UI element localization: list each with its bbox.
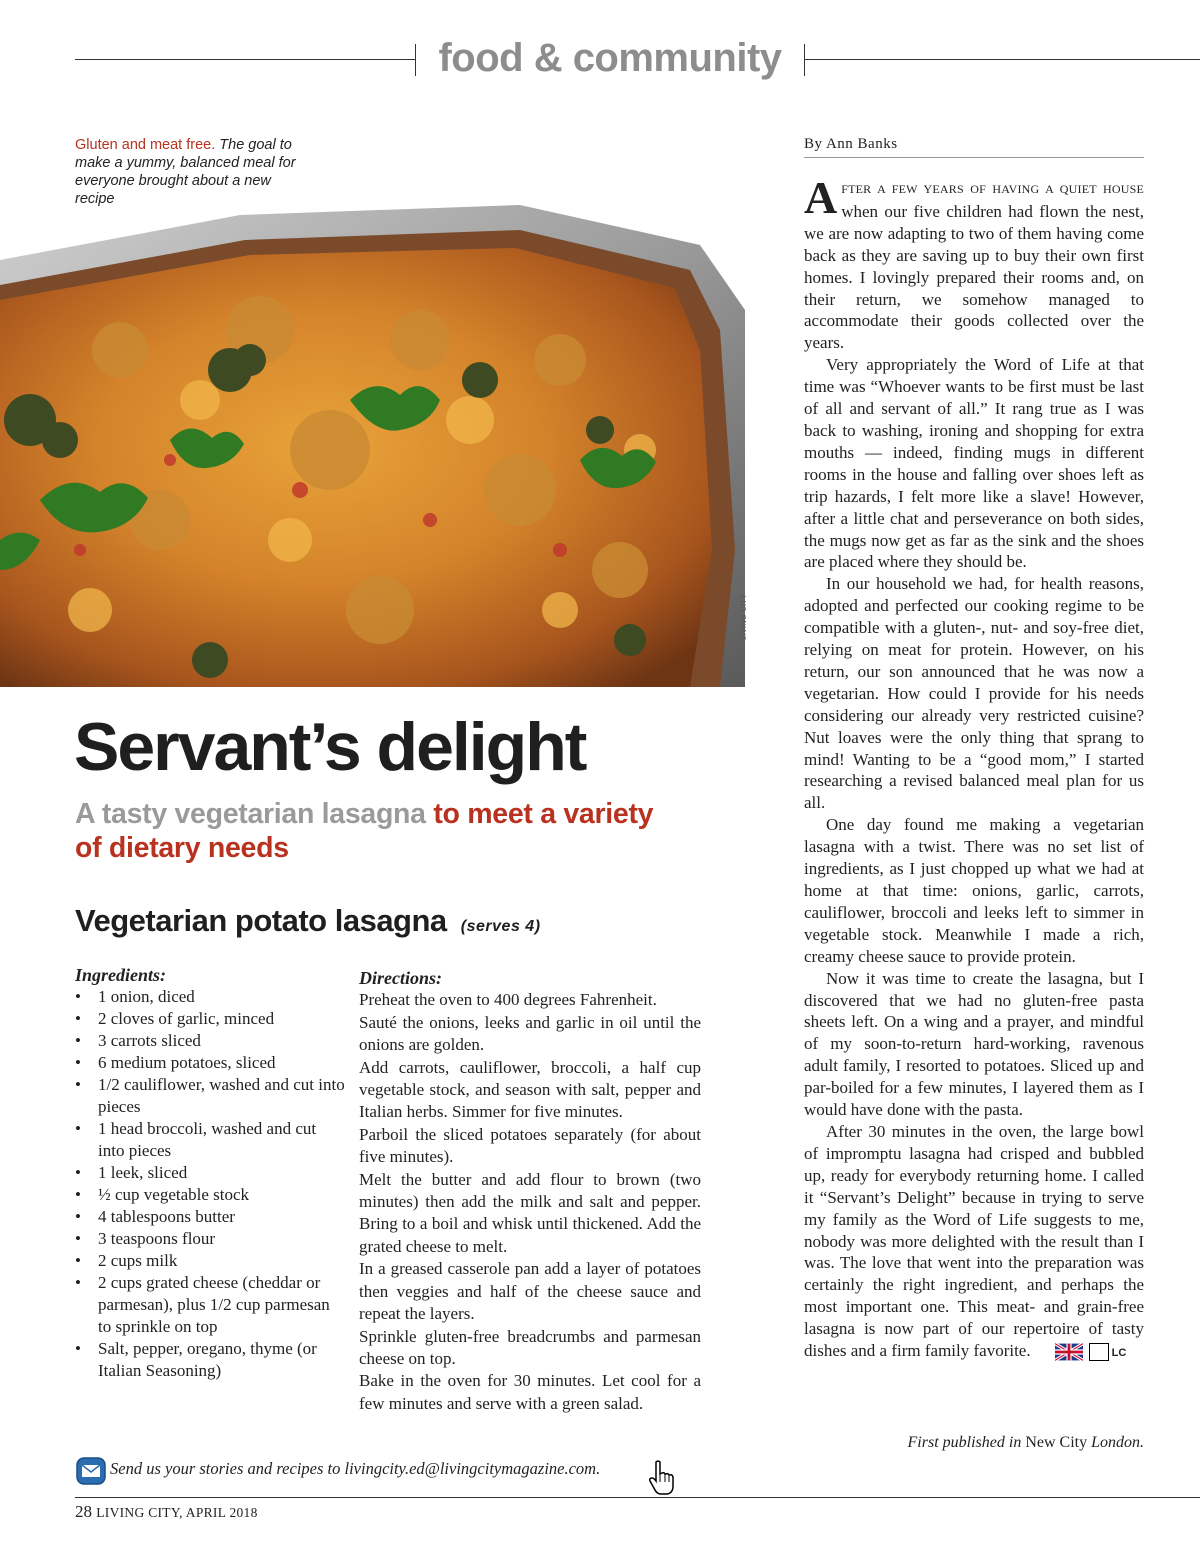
footer-rule <box>75 1497 1200 1498</box>
article-last-text: After 30 minutes in the oven, the large bowl of impromptu lasagna had crisped and bubbled up, ready for everybody returning home. I called it “Servant’s Delight” because in trying to serve my family as the Word of Life suggests to me, nobody was more delighted with the result than I was. The love that went into the preparation was certainly the right ingredient, and perhaps the most important one. This meat- and grain-free lasagna is now part of our repertoire of tasty dishes and a firm family favorite. <box>804 1121 1144 1361</box>
byline-author: Ann Banks <box>825 136 898 152</box>
list-item: • 2 cups milk <box>75 1250 345 1272</box>
lead-in-text: when our five children had flown the nest, we are now adapting to two of them having come back as they are saving up to buy their own first homes. I lovingly prepared their rooms and, on their return, we somehow managed to accommodate their goods collected over the years. <box>804 201 1144 353</box>
contact-line[interactable]: Send us your stories and recipes to livingcity.ed@livingcitymagazine.com. <box>110 1459 601 1478</box>
list-item: • 1 onion, diced <box>75 986 345 1008</box>
first-published-note <box>804 1434 1144 1452</box>
article-title: Servant’s delight <box>74 709 586 785</box>
subtitle-red: to meet a variety of dietary needs <box>75 798 654 864</box>
article-body <box>804 172 1144 1362</box>
header-rule-right <box>804 59 1200 60</box>
directions-heading: Directions: <box>359 968 442 988</box>
list-item: • 6 medium potatoes, sliced <box>75 1052 345 1074</box>
article-paragraph <box>804 1121 1144 1362</box>
direction-step: In a greased casserole pan add a layer of potatoes then veggies and half of the cheese sauce and repeat the layers. <box>359 1259 701 1324</box>
recipe-title <box>75 903 541 939</box>
list-item: • 1/2 cauliflower, washed and cut into pieces <box>75 1074 345 1118</box>
article-paragraph: Now it was time to create the lasagna, but I discovered that we had no gluten-free pasta sheets left. On a wing and a prayer, and mindful of my soon-to-return hard-working, ravenous adult family, I resorted to potatoes. Sliced up and par-boiled for a few minutes, I layered them as I would have done with the pasta. <box>804 968 1144 1120</box>
byline <box>804 136 1144 158</box>
lasagna-photo <box>0 190 745 687</box>
caption-lead: Gluten and meat free. <box>75 137 216 153</box>
photo-caption <box>75 136 305 208</box>
caption-text: The goal to make a yummy, balanced meal for everyone brought about a new recipe <box>75 137 296 207</box>
article-paragraph: Very appropriately the Word of Life at that time was “Whoever wants to be first must be last of all and servant of all.” It rang true as I was back to washing, ironing and shopping for extra mouths — indeed, finding mugs in different rooms in the house and falling over shoes left as trip hazards, I felt more like a slave! However, after a little chat and perseverance on both sides, the mugs now get as far as the sink and the shoes are placed where they should be. <box>804 355 1144 572</box>
list-item: • 2 cups grated cheese (cheddar or parmesan), plus 1/2 cup parmesan to sprinkle on top <box>75 1272 345 1338</box>
end-mark <box>1055 1343 1127 1361</box>
direction-step: Sauté the onions, leeks and garlic in oil until the onions are golden. <box>359 1012 701 1055</box>
direction-step: Sprinkle gluten-free breadcrumbs and parmesan cheese on top. <box>359 1326 701 1368</box>
recipe-name: Vegetarian potato lasagna <box>75 903 447 938</box>
direction-step: Bake in the oven for 30 minutes. Let cool for a few minutes and serve with a green salad. <box>359 1371 701 1413</box>
byline-prefix: By <box>804 136 823 152</box>
uk-flag-icon <box>1055 1343 1083 1361</box>
article-paragraph <box>804 172 1144 354</box>
header-tick-right <box>804 44 805 76</box>
living-city-logo: LC <box>1089 1343 1109 1361</box>
published-publication: New City <box>1025 1434 1088 1451</box>
direction-step: Melt the butter and add flour to brown (two minutes) then add the milk and salt and pepper. Bring to a boil and whisk until thickened. Add the grated cheese to melt. <box>359 1169 701 1256</box>
hand-pointer-icon <box>648 1460 676 1496</box>
list-item: • 3 carrots sliced <box>75 1030 345 1052</box>
direction-step: Parboil the sliced potatoes separately (for about five minutes). <box>359 1124 701 1167</box>
recipe-serves: (serves 4) <box>460 918 541 935</box>
list-item: • ½ cup vegetable stock <box>75 1184 345 1206</box>
header-rule-left <box>75 59 415 60</box>
directions-column <box>359 967 701 1415</box>
section-title: food & community <box>438 36 782 80</box>
ingredients-list <box>75 986 345 1382</box>
drop-cap: A <box>804 172 838 223</box>
list-item: • 3 teaspoons flour <box>75 1228 345 1250</box>
photo-credit: LIVING CITY <box>741 593 748 640</box>
subtitle-grey: A tasty vegetarian lasagna <box>75 798 426 830</box>
published-place: London. <box>1091 1434 1144 1451</box>
direction-step: Add carrots, cauliflower, broccoli, a half cup vegetable stock, and season with salt, pepper and Italian herbs. Simmer for five minutes. <box>359 1057 701 1122</box>
list-item: • Salt, pepper, oregano, thyme (or Italian Seasoning) <box>75 1338 345 1382</box>
envelope-icon[interactable] <box>76 1457 106 1485</box>
published-prefix: First published in <box>907 1434 1022 1451</box>
header-tick-left <box>415 44 416 76</box>
list-item: • 1 head broccoli, washed and cut into pieces <box>75 1118 345 1162</box>
list-item: • 1 leek, sliced <box>75 1162 345 1184</box>
page-number: 28 <box>75 1502 92 1521</box>
list-item: • 2 cloves of garlic, minced <box>75 1008 345 1030</box>
lead-in-caps: FTER A FEW YEARS OF HAVING A QUIET HOUSE <box>841 182 1144 196</box>
ingredients-column <box>75 964 345 1382</box>
article-subtitle <box>75 797 675 865</box>
list-item: • 4 tablespoons butter <box>75 1206 345 1228</box>
publication-date: LIVING CITY, APRIL 2018 <box>96 1505 258 1520</box>
ingredients-heading: Ingredients: <box>75 965 167 985</box>
article-paragraph: In our household we had, for health reasons, adopted and perfected our cooking regime to be compatible with a gluten-, nut- and soy-free diet, relying on meat for protein. However, on his return, our son announced that he was now a vegetarian. How could I provide for his needs considering our already very restricted cuisine? Nut loaves were the only thing that sprang to mind! Wanting to be a “good mom,” I started researching a revised balanced meal plan for us all. <box>804 574 1144 813</box>
page-footer <box>75 1502 258 1522</box>
article-paragraph: One day found me making a vegetarian lasagna with a twist. There was no set list of ingredients, as I just chopped up what we had at home at that time: onions, garlic, carrots, cauliflower, broccoli and leeks left to simmer in vegetable stock. Meanwhile I made a rich, creamy cheese sauce to provide protein. <box>804 815 1144 966</box>
direction-step: Preheat the oven to 400 degrees Fahrenheit. <box>359 990 657 1010</box>
